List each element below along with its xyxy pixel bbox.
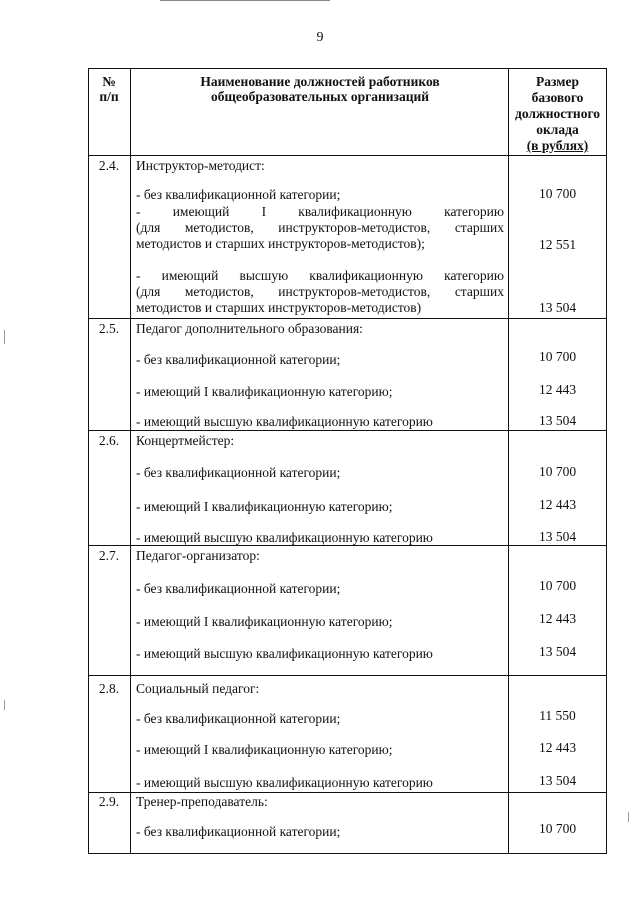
item-label: - без квалификационной категории; [136,352,341,367]
scan-mark [628,812,629,822]
scan-top-line [160,0,330,1]
section-title: Педагог-организатор: [136,548,260,563]
item-value: 13 504 [538,413,577,428]
item-value: 13 504 [538,300,577,315]
item-label: - без квалификационной категории; [136,465,341,480]
item-label: - имеющий высшую квалификационную категорию [136,414,433,429]
section-title: Тренер-преподаватель: [136,794,268,809]
item-label: - имеющий I квалификационную категорию; [136,614,393,629]
item-value: 12 443 [538,611,577,626]
item-label: - имеющий высшую квалификационную категорию [136,268,504,283]
item-label: - имеющий I квалификационную категорию; [136,384,393,399]
table-border-bottom [88,853,607,854]
section-number: 2.7. [98,548,120,563]
row-divider [88,155,607,156]
item-label: - имеющий I квалификационную категорию [136,204,504,219]
header-num-symbol: № [102,74,116,89]
item-label: - без квалификационной категории; [136,187,341,202]
item-value: 13 504 [538,773,577,788]
row-divider [88,430,607,431]
item-label: (для методистов, инструкторов-методистов, старших [136,284,504,299]
header-size-line: должностного [515,106,600,121]
section-number: 2.8. [98,681,120,696]
item-label: методистов и старших инструкторов-методистов); [136,236,425,251]
table-divider-value [508,68,509,853]
item-value: 12 443 [538,740,577,755]
item-label: - без квалификационной категории; [136,581,341,596]
section-number: 2.9. [98,794,120,809]
section-title: Социальный педагог: [136,681,260,696]
item-value: 13 504 [538,529,577,544]
item-label: - имеющий I квалификационную категорию; [136,742,393,757]
page-number: 9 [316,30,324,45]
section-title: Педагог дополнительного образования: [136,321,363,336]
header-size-line: (в рублях) [526,138,589,153]
item-value: 10 700 [538,464,577,479]
table-divider-num [130,68,131,853]
scan-mark [4,330,5,344]
item-value: 12 443 [538,382,577,397]
item-label: - имеющий высшую квалификационную категорию [136,530,433,545]
item-label: - без квалификационной категории; [136,711,341,726]
item-value: 10 700 [538,821,577,836]
item-value: 12 551 [538,237,577,252]
row-divider [88,675,607,676]
item-label: - имеющий высшую квалификационную категорию [136,775,433,790]
header-size-line: оклада [536,122,579,137]
item-value: 11 550 [539,708,576,723]
table-border-right [606,68,607,853]
header-name-line2: общеобразовательных организаций [210,89,430,104]
header-name-line1: Наименование должностей работников [200,74,440,89]
item-value: 13 504 [538,644,577,659]
table-border-left [88,68,89,853]
section-title: Инструктор-методист: [136,158,265,173]
row-divider [88,545,607,546]
section-number: 2.5. [98,321,120,336]
item-label: - без квалификационной категории; [136,824,341,839]
section-title: Концертмейстер: [136,433,235,448]
section-number: 2.6. [98,433,120,448]
item-value: 10 700 [538,186,577,201]
section-number: 2.4. [98,158,120,173]
item-label: - имеющий I квалификационную категорию; [136,499,393,514]
row-divider [88,318,607,319]
row-divider [88,792,607,793]
item-value: 10 700 [538,578,577,593]
item-label: - имеющий высшую квалификационную категорию [136,646,433,661]
item-label: (для методистов, инструкторов-методистов, старших [136,220,504,235]
scan-mark [4,700,5,710]
header-size-line: базового [531,90,584,105]
header-num-label: п/п [99,89,119,104]
header-size-line: Размер [536,74,579,89]
table-border-top [88,68,607,69]
item-label: методистов и старших инструкторов-методистов) [136,300,422,315]
item-value: 12 443 [538,497,577,512]
item-value: 10 700 [538,349,577,364]
